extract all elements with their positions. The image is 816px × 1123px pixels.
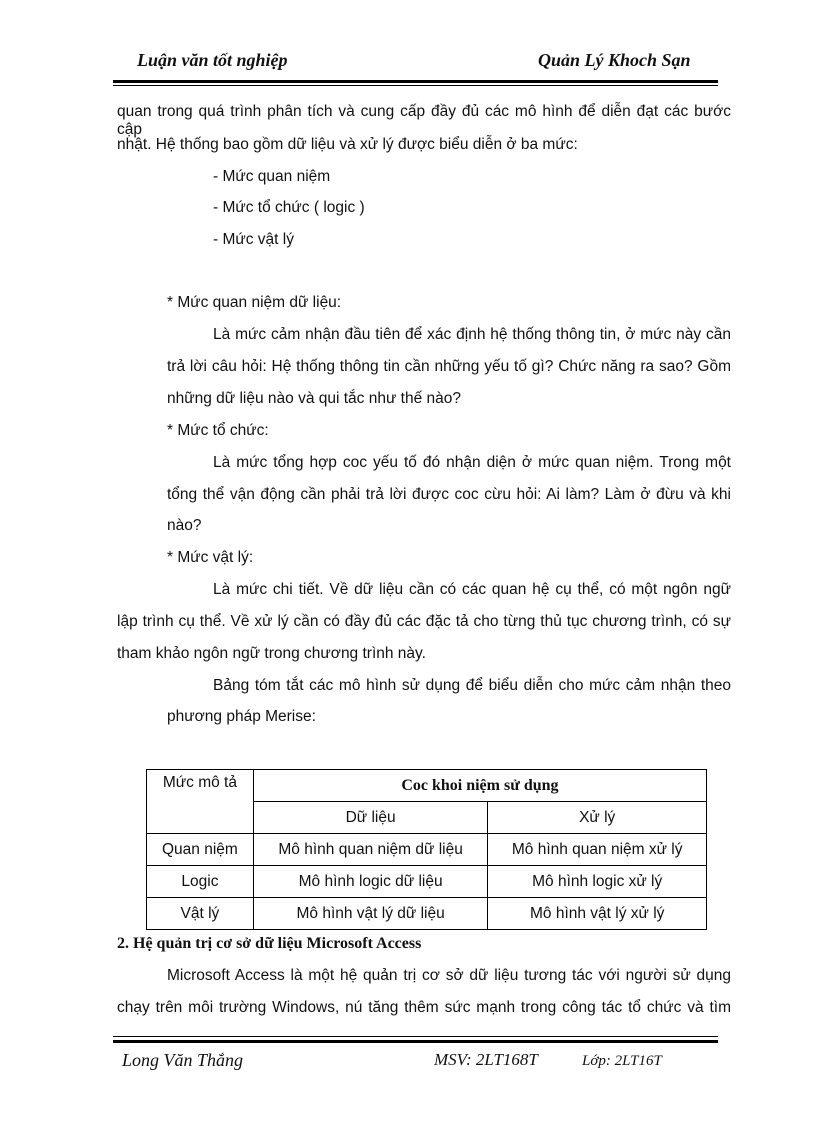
header-divider-thin <box>113 85 718 86</box>
body-line: phương pháp Merise: <box>167 708 316 725</box>
table-cell: Logic <box>147 866 254 898</box>
table-cell: Mô hình quan niệm dữ liệu <box>253 834 488 866</box>
body-line: nào? <box>167 517 202 534</box>
table-cell: Vật lý <box>147 898 254 930</box>
header-title-right: Quản Lý Khoch Sạn <box>538 50 691 70</box>
table-cell: Quan niệm <box>147 834 254 866</box>
table-cell: Mô hình logic xử lý <box>488 866 707 898</box>
table-header-cell: Dữ liệu <box>253 802 488 834</box>
subheading: * Mức quan niệm dữ liệu: <box>167 294 342 311</box>
body-line: tổng thể vận động cần phải trả lời được coc cừu hỏi: Ai làm? Làm ở đừu và khi <box>167 486 731 503</box>
subheading: * Mức vật lý: <box>167 549 254 566</box>
footer-divider <box>113 1040 718 1043</box>
section-heading: 2. Hệ quản trị cơ sở dữ liệu Microsoft Access <box>117 935 422 952</box>
footer-divider-thin <box>113 1036 718 1037</box>
table-row <box>147 834 707 866</box>
body-line: quan trong quá trình phân tích và cung cấp đầy đủ các mô hình để diễn đạt các bước cập <box>117 103 731 138</box>
list-item: - Mức tổ chức ( logic ) <box>213 199 365 216</box>
body-line: Microsoft Access là một hệ quản trị cơ sở dữ liệu tương tác với người sử dụng <box>167 967 731 984</box>
table-cell: Mô hình quan niệm xử lý <box>488 834 707 866</box>
table-row <box>147 898 707 930</box>
table-cell: Mô hình vật lý xử lý <box>488 898 707 930</box>
body-line: lập trình cụ thể. Về xử lý cần có đầy đủ các đặc tả cho từng thủ tục chương trình, có sự <box>117 613 731 630</box>
footer-author: Long Văn Thắng <box>122 1050 244 1070</box>
body-line: trả lời câu hỏi: Hệ thống thông tin cần những yếu tố gì? Chức năng ra sao? Gồm <box>167 358 731 375</box>
table-cell: Mô hình vật lý dữ liệu <box>253 898 488 930</box>
table-cell: Mô hình logic dữ liệu <box>253 866 488 898</box>
table-header-cell: Mức mô tả <box>147 770 254 834</box>
body-line: chạy trên môi trường Windows, nú tăng thêm sức mạnh trong công tác tổ chức và tìm <box>117 999 731 1016</box>
table-header-cell: Xử lý <box>488 802 707 834</box>
body-line: những dữ liệu nào và qui tắc như thế nào? <box>167 390 461 407</box>
footer-student-id: MSV: 2LT168T <box>434 1050 538 1069</box>
header-title-left: Luận văn tốt nghiệp <box>137 50 288 70</box>
body-line: Bảng tóm tắt các mô hình sử dụng để biểu diễn cho mức cảm nhận theo <box>213 677 731 694</box>
body-line: Là mức chi tiết. Về dữ liệu cần có các quan hệ cụ thể, có một ngôn ngữ <box>213 581 731 598</box>
list-item: - Mức quan niệm <box>213 168 331 185</box>
table-group-header: Coc khoi niệm sử dụng <box>253 770 706 802</box>
body-line: Là mức tổng hợp coc yếu tố đó nhận diện ở mức quan niệm. Trong một <box>213 454 731 471</box>
table-header-row <box>147 770 707 802</box>
subheading: * Mức tổ chức: <box>167 422 269 439</box>
footer-class: Lớp: 2LT16T <box>582 1053 662 1069</box>
merise-table <box>146 769 707 930</box>
list-item: - Mức vật lý <box>213 231 294 248</box>
body-line: nhật. Hệ thống bao gồm dữ liệu và xử lý được biểu diễn ở ba mức: <box>117 136 578 153</box>
body-line: tham khảo ngôn ngữ trong chương trình này. <box>117 645 426 662</box>
header-divider <box>113 80 718 83</box>
table-row <box>147 866 707 898</box>
body-line: Là mức cảm nhận đầu tiên để xác định hệ thống thông tin, ở mức này cần <box>213 326 731 343</box>
